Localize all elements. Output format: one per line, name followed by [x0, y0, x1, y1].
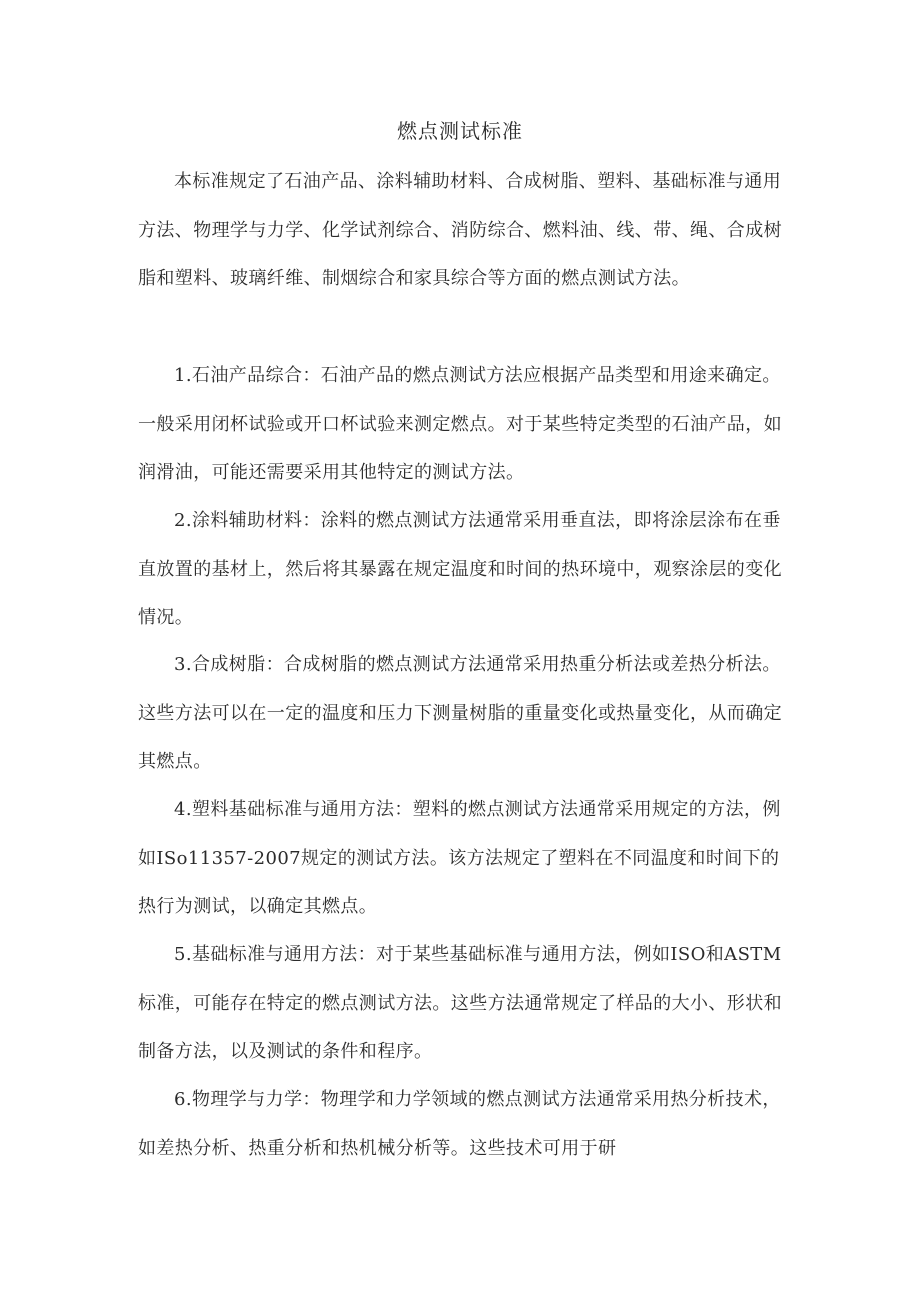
section-5-paragraph: 5.基础标准与通用方法：对于某些基础标准与通用方法，例如ISO和ASTM标准，可能存在特定的燃点测试方法。这些方法通常规定了样品的大小、形状和制备方法，以及测试的条件和程序。 — [138, 944, 782, 1062]
section-2-paragraph: 2.涂料辅助材料：涂料的燃点测试方法通常采用垂直法，即将涂层涂布在垂直放置的基材上，然后将其暴露在规定温度和时间的热环境中，观察涂层的变化情况。 — [138, 510, 782, 628]
section-3-paragraph: 3.合成树脂：合成树脂的燃点测试方法通常采用热重分析法或差热分析法。这些方法可以在一定的温度和压力下测量树脂的重量变化或热量变化，从而确定其燃点。 — [138, 654, 782, 772]
section-1-paragraph: 1.石油产品综合：石油产品的燃点测试方法应根据产品类型和用途来确定。一般采用闭杯试验或开口杯试验来测定燃点。对于某些特定类型的石油产品，如润滑油，可能还需要采用其他特定的测试方法。 — [138, 365, 782, 483]
intro-paragraph: 本标准规定了石油产品、涂料辅助材料、合成树脂、塑料、基础标准与通用方法、物理学与力学、化学试剂综合、消防综合、燃料油、线、带、绳、合成树脂和塑料、玻璃纤维、制烟综合和家具综合等方面的燃点测试方法。 — [138, 171, 782, 289]
document-title: 燃点测试标准 — [397, 119, 523, 143]
section-4-paragraph: 4.塑料基础标准与通用方法：塑料的燃点测试方法通常采用规定的方法，例如ISo11357-2007规定的测试方法。该方法规定了塑料在不同温度和时间下的热行为测试，以确定其燃点。 — [138, 799, 781, 917]
section-6-paragraph: 6.物理学与力学：物理学和力学领域的燃点测试方法通常采用热分析技术，如差热分析、热重分析和热机械分析等。这些技术可用于研 — [138, 1089, 781, 1159]
